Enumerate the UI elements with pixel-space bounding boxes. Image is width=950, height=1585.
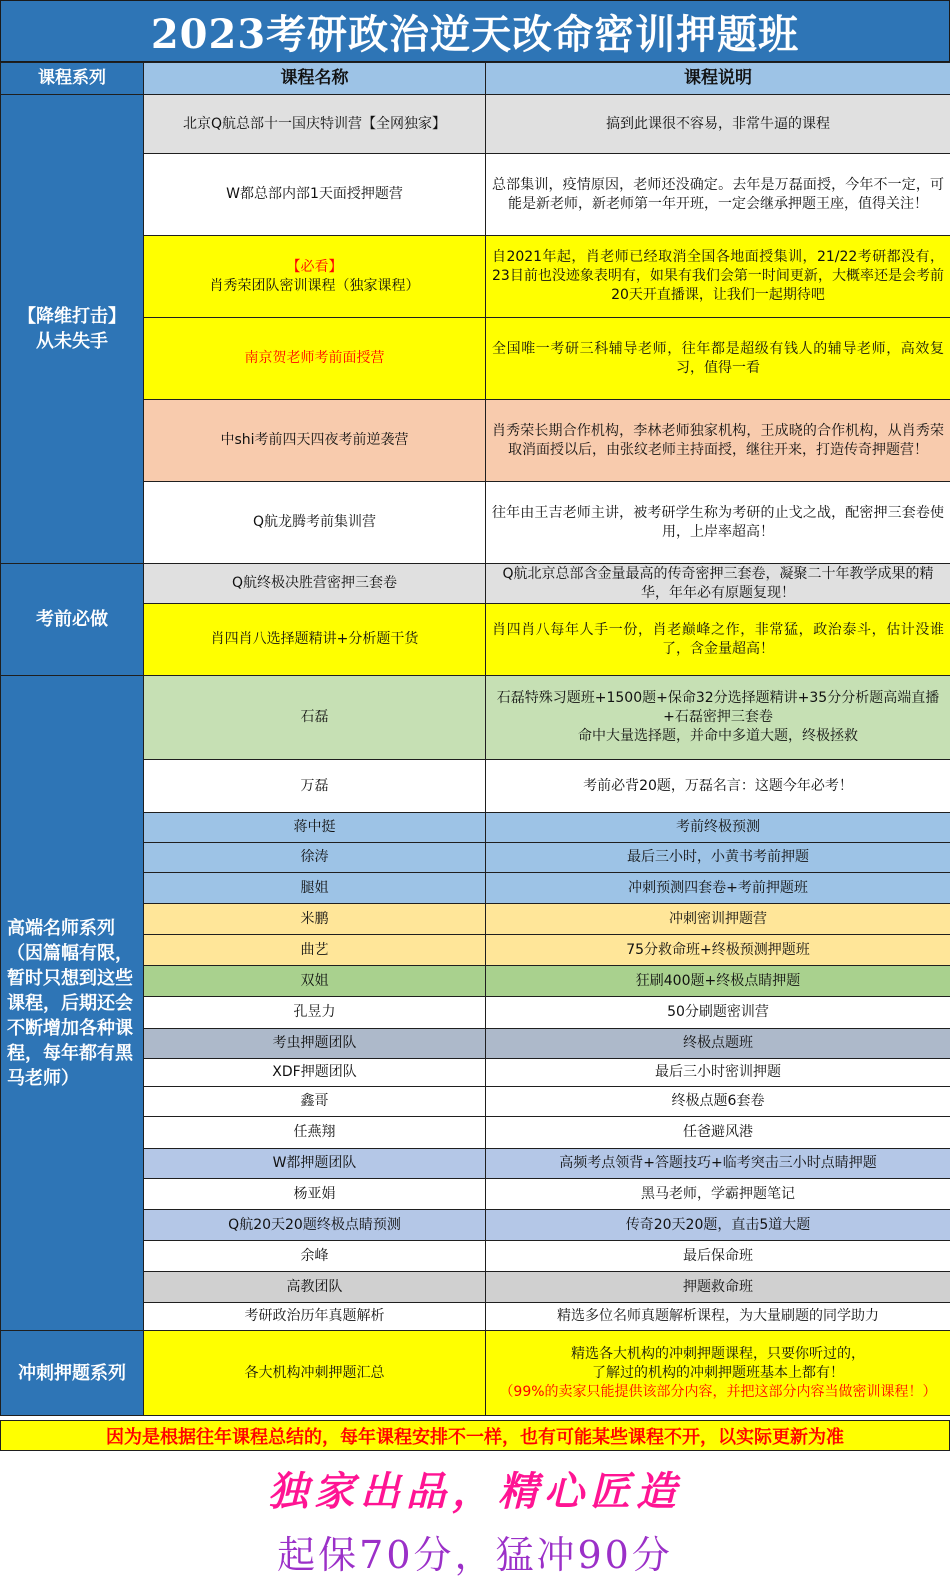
course-desc: 75分救命班+终极预测押题班 (486, 935, 950, 966)
table-row (1, 1029, 950, 1059)
course-desc: 总部集训，疫情原因，老师还没确定。去年是万磊面授，今年不一定，可能是新老师，新老师第一年开班，一定会继承押题王座，值得关注！ (486, 154, 950, 236)
course-desc: 精选各大机构的冲刺押题课程，只要你听过的， 了解过的机构的冲刺押题班基本上都有！ (571, 1345, 865, 1381)
course-name: 中shi考前四天四夜考前逆袭营 (144, 400, 486, 482)
table-row (1, 1087, 950, 1117)
course-desc-cell (486, 1331, 950, 1416)
table-row (1, 1210, 950, 1241)
course-name: Q航终极决胜营密押三套卷 (144, 564, 486, 604)
table-row (1, 873, 950, 904)
course-name-cell (144, 236, 486, 318)
table-row (1, 676, 950, 760)
course-desc: 黑马老师，学霸押题笔记 (486, 1179, 950, 1210)
course-desc: 任爸避风港 (486, 1117, 950, 1149)
header-series: 课程系列 (1, 63, 144, 95)
course-name: 任燕翔 (144, 1117, 486, 1149)
must-see-tag: 【必看】 (286, 258, 343, 275)
course-name: 鑫哥 (144, 1087, 486, 1117)
course-note: （99%的卖家只能提供该部分内容，并把这部分内容当做密训课程！） (499, 1383, 937, 1400)
course-desc: 终极点题6套卷 (486, 1087, 950, 1117)
table-row (1, 1241, 950, 1272)
course-name: 腿姐 (144, 873, 486, 904)
course-desc: 石磊特殊习题班+1500题+保命32分选择题精讲+35分分析题高端直播+石磊密押三套卷 命中大量选择题，并命中多道大题，终极拯救 (486, 676, 950, 760)
course-desc: 冲刺密训押题营 (486, 904, 950, 935)
category-reduce-dimension: 【降维打击】 从未失手 (1, 95, 144, 564)
header-desc: 课程说明 (486, 63, 950, 95)
course-desc: 传奇20天20题，直击5道大题 (486, 1210, 950, 1241)
header-name: 课程名称 (144, 63, 486, 95)
course-name: W都押题团队 (144, 1149, 486, 1179)
category-must-do: 考前必做 (1, 564, 144, 676)
table-row (1, 966, 950, 997)
table-row (1, 1179, 950, 1210)
table-row (1, 813, 950, 843)
course-desc: 肖秀荣长期合作机构，李林老师独家机构，王成晓的合作机构，从肖秀荣取消面授以后，由张纹老师主持面授，继往开来，打造传奇押题营！ (486, 400, 950, 482)
course-desc: 自2021年起，肖老师已经取消全国各地面授集训，21/22考研都没有，23目前也没迹象表明有，如果有我们会第一时间更新，大概率还是会考前20天开直播课，让我们一起期待吧 (486, 236, 950, 318)
course-name: 石磊 (144, 676, 486, 760)
table-row (1, 154, 950, 236)
table-row (1, 1331, 950, 1416)
table-row (1, 935, 950, 966)
course-name: 万磊 (144, 760, 486, 813)
course-desc: 最后保命班 (486, 1241, 950, 1272)
course-name: 考研政治历年真题解析 (144, 1303, 486, 1331)
course-name: 蒋中挺 (144, 813, 486, 843)
table-row (1, 997, 950, 1029)
course-desc: 全国唯一考研三科辅导老师，往年都是超级有钱人的辅导老师，高效复习，值得一看 (486, 318, 950, 400)
slogan-exclusive: 独家出品，精心匠造 (268, 1467, 682, 1515)
course-name: 北京Q航总部十一国庆特训营【全网独家】 (144, 95, 486, 154)
slogan-score: 起保70分，猛冲90分 (277, 1532, 673, 1577)
table-row (1, 564, 950, 604)
table-row (1, 760, 950, 813)
course-name: Q航20天20题终极点睛预测 (144, 1210, 486, 1241)
course-desc: 精选多位名师真题解析课程，为大量刷题的同学助力 (486, 1303, 950, 1331)
table-row (1, 1117, 950, 1149)
course-desc: 考前必背20题，万磊名言：这题今年必考！ (486, 760, 950, 813)
category-sprint: 冲刺押题系列 (1, 1331, 144, 1416)
table-header-row (1, 63, 950, 95)
course-desc: 终极点题班 (486, 1029, 950, 1059)
notice-banner: 因为是根据往年课程总结的，每年课程安排不一样，也有可能某些课程不开，以实际更新为准 (0, 1420, 950, 1451)
table-row (1, 1303, 950, 1331)
course-desc: 往年由王吉老师主讲，被考研学生称为考研的止戈之战，配密押三套卷使用，上岸率超高！ (486, 482, 950, 564)
course-table (0, 62, 950, 1416)
course-desc: 考前终极预测 (486, 813, 950, 843)
table-row (1, 236, 950, 318)
course-desc: 50分刷题密训营 (486, 997, 950, 1029)
course-name: W都总部内部1天面授押题营 (144, 154, 486, 236)
table-row (1, 843, 950, 873)
table-row (1, 904, 950, 935)
course-name: 南京贺老师考前面授营 (144, 318, 486, 400)
course-desc: 冲刺预测四套卷+考前押题班 (486, 873, 950, 904)
course-desc: Q航北京总部含金量最高的传奇密押三套卷，凝聚二十年教学成果的精华，年年必有原题复现！ (486, 564, 950, 604)
course-name: 各大机构冲刺押题汇总 (144, 1331, 486, 1416)
course-name: 杨亚娟 (144, 1179, 486, 1210)
course-name: Q航龙腾考前集训营 (144, 482, 486, 564)
table-row (1, 95, 950, 154)
course-name: 余峰 (144, 1241, 486, 1272)
table-row (1, 400, 950, 482)
course-name: 孔昱力 (144, 997, 486, 1029)
course-desc: 搞到此课很不容易，非常牛逼的课程 (486, 95, 950, 154)
course-desc: 最后三小时密训押题 (486, 1059, 950, 1087)
table-row (1, 482, 950, 564)
page-title: 2023考研政治逆天改命密训押题班 (0, 0, 950, 62)
course-desc: 肖四肖八每年人手一份，肖老巅峰之作，非常猛，政治泰斗，估计没谁了，含金量超高！ (486, 604, 950, 676)
course-desc: 狂刷400题+终极点睛押题 (486, 966, 950, 997)
course-name: 曲艺 (144, 935, 486, 966)
course-name: 高教团队 (144, 1272, 486, 1303)
course-name: XDF押题团队 (144, 1059, 486, 1087)
course-name: 双姐 (144, 966, 486, 997)
course-desc: 高频考点领背+答题技巧+临考突击三小时点睛押题 (486, 1149, 950, 1179)
course-desc: 押题救命班 (486, 1272, 950, 1303)
table-row (1, 1272, 950, 1303)
course-desc: 最后三小时，小黄书考前押题 (486, 843, 950, 873)
table-row (1, 1149, 950, 1179)
course-name: 肖秀荣团队密训课程（独家课程） (209, 277, 420, 294)
table-row (1, 318, 950, 400)
table-row (1, 604, 950, 676)
category-famous-teachers: 高端名师系列（因篇幅有限，暂时只想到这些课程，后期还会不断增加各种课程，每年都有黑马老师） (1, 676, 144, 1331)
course-name: 肖四肖八选择题精讲+分析题干货 (144, 604, 486, 676)
course-name: 考虫押题团队 (144, 1029, 486, 1059)
table-row (1, 1059, 950, 1087)
course-name: 米鹏 (144, 904, 486, 935)
course-name: 徐涛 (144, 843, 486, 873)
